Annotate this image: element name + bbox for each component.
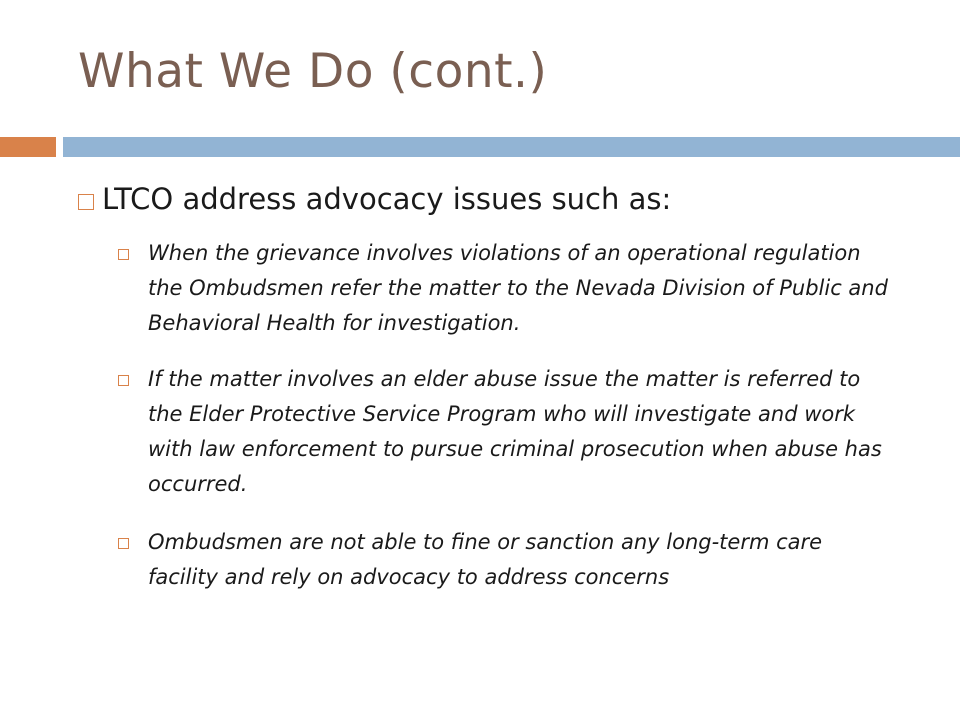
sub-bullet-text: When the grievance involves violations of an operational regulation the Ombudsmen refer the matter to the Nevada Division of Public and Behavioral Health for investigation.	[148, 241, 888, 335]
title-accent-bar	[0, 137, 56, 157]
square-bullet-icon	[118, 375, 129, 386]
sub-bullet	[118, 236, 898, 341]
title-divider-bar	[63, 137, 960, 157]
slide-title: What We Do (cont.)	[78, 44, 548, 99]
square-bullet-icon	[78, 194, 94, 210]
sub-bullet-text: If the matter involves an elder abuse issue the matter is referred to the Elder Protective Service Program who will investigate and work with law enforcement to pursue criminal prosecution when abuse has occurred.	[148, 367, 882, 496]
sub-bullet	[118, 362, 898, 502]
square-bullet-icon	[118, 249, 129, 260]
sub-bullet	[118, 525, 898, 595]
main-bullet-text: LTCO address advocacy issues such as:	[102, 182, 672, 216]
sub-bullet-text: Ombudsmen are not able to fine or sanction any long-term care facility and rely on advocacy to address concerns	[148, 530, 823, 589]
square-bullet-icon	[118, 538, 129, 549]
